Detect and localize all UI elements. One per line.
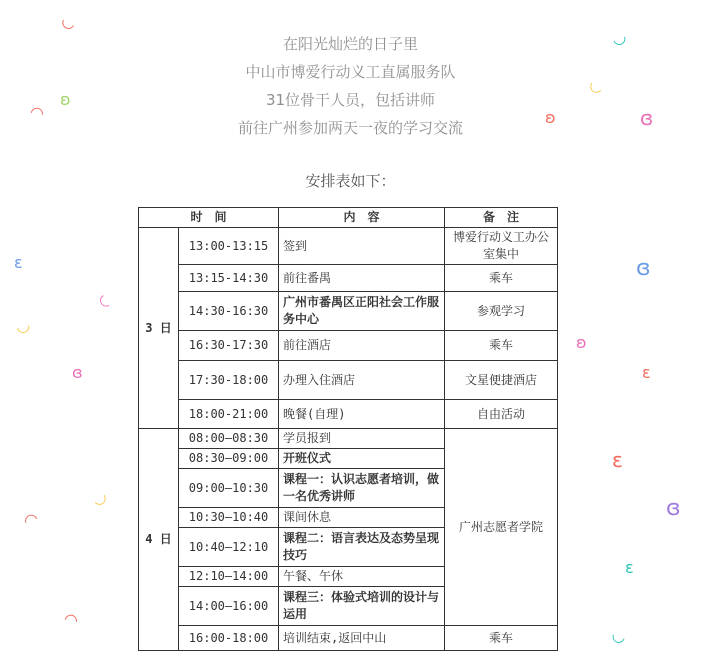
intro-line: 31位骨干人员，包括讲师 xyxy=(265,91,436,109)
content-cell: 课程一：认识志愿者培训，做一名优秀讲师 xyxy=(279,469,445,508)
time-cell: 14:00—16:00 xyxy=(179,587,279,626)
confetti-icon: ◡ xyxy=(609,624,629,647)
table-header-row xyxy=(139,208,558,228)
confetti-icon: ◠ xyxy=(62,608,80,631)
time-cell: 16:30-17:30 xyxy=(179,331,279,361)
confetti-icon: ◡ xyxy=(14,314,32,337)
confetti-icon: ʚ xyxy=(60,90,71,109)
time-cell: 10:30—10:40 xyxy=(179,508,279,528)
confetti-icon: ɛ xyxy=(625,558,634,577)
intro-line: 中山市博爱行动义工直属服务队 xyxy=(245,63,456,81)
confetti-icon: ɛ xyxy=(642,363,651,382)
note-cell: 参观学习 xyxy=(445,292,558,331)
time-cell: 08:30—09:00 xyxy=(179,449,279,469)
table-row xyxy=(139,292,558,331)
confetti-icon: ɛ xyxy=(14,253,23,272)
content-cell: 课程二：语言表达及态势呈现技巧 xyxy=(279,528,445,567)
time-cell: 12:10—14:00 xyxy=(179,567,279,587)
header-note: 备 注 xyxy=(445,208,558,228)
header-content: 内 容 xyxy=(279,208,445,228)
confetti-icon: ◡ xyxy=(585,73,609,98)
table-row xyxy=(139,626,558,651)
schedule-heading: 安排表如下： xyxy=(305,172,396,190)
content-cell: 课程三：体验式培训的设计与运用 xyxy=(279,587,445,626)
content-cell: 晚餐(自理) xyxy=(279,400,445,429)
confetti-icon: ʚ xyxy=(545,108,556,127)
table-row xyxy=(139,429,558,449)
note-cell: 博爱行动义工办公室集中 xyxy=(445,228,558,265)
confetti-icon: ʚ xyxy=(576,333,587,352)
note-cell: 自由活动 xyxy=(445,400,558,429)
time-cell: 16:00-18:00 xyxy=(179,626,279,651)
content-cell: 前往番禺 xyxy=(279,265,445,292)
confetti-icon: ɞ xyxy=(636,256,651,281)
confetti-icon: ◡ xyxy=(58,9,81,34)
confetti-icon: ɞ xyxy=(72,363,83,382)
time-cell: 13:00-13:15 xyxy=(179,228,279,265)
confetti-icon: ɞ xyxy=(666,496,681,521)
confetti-icon: ◠ xyxy=(21,508,41,531)
content-cell: 办理入住酒店 xyxy=(279,361,445,400)
content-cell: 午餐、午休 xyxy=(279,567,445,587)
content-cell: 培训结束,返回中山 xyxy=(279,626,445,651)
table-row xyxy=(139,361,558,400)
time-cell: 08:00—08:30 xyxy=(179,429,279,449)
table-row xyxy=(139,400,558,429)
header-time: 时 间 xyxy=(139,208,279,228)
day-label: 3 日 xyxy=(139,228,179,429)
intro-line: 前往广州参加两天一夜的学习交流 xyxy=(237,119,463,137)
confetti-icon: ɛ xyxy=(612,448,623,472)
time-cell: 09:00—10:30 xyxy=(179,469,279,508)
intro-line: 在阳光灿烂的日子里 xyxy=(282,35,418,53)
note-cell: 乘车 xyxy=(445,331,558,361)
confetti-icon: ◡ xyxy=(609,26,629,49)
time-cell: 14:30-16:30 xyxy=(179,292,279,331)
confetti-icon: ◠ xyxy=(28,101,46,124)
note-cell: 文星便捷酒店 xyxy=(445,361,558,400)
time-cell: 18:00-21:00 xyxy=(179,400,279,429)
content-cell: 课间休息 xyxy=(279,508,445,528)
day-label: 4 日 xyxy=(139,429,179,651)
content-cell: 开班仪式 xyxy=(279,449,445,469)
note-cell: 乘车 xyxy=(445,626,558,651)
confetti-icon: ɞ xyxy=(640,106,654,130)
confetti-icon: ◡ xyxy=(87,485,111,510)
note-cell: 广州志愿者学院 xyxy=(445,429,558,626)
intro-text xyxy=(0,26,701,142)
content-cell: 广州市番禺区正阳社会工作服务中心 xyxy=(279,292,445,331)
time-cell: 13:15-14:30 xyxy=(179,265,279,292)
table-row xyxy=(139,331,558,361)
note-cell: 乘车 xyxy=(445,265,558,292)
schedule-table xyxy=(138,207,558,651)
content-cell: 前往酒店 xyxy=(279,331,445,361)
table-row xyxy=(139,265,558,292)
table-row xyxy=(139,228,558,265)
content-cell: 签到 xyxy=(279,228,445,265)
confetti-icon: ◡ xyxy=(95,288,120,311)
content-cell: 学员报到 xyxy=(279,429,445,449)
time-cell: 10:40—12:10 xyxy=(179,528,279,567)
time-cell: 17:30-18:00 xyxy=(179,361,279,400)
